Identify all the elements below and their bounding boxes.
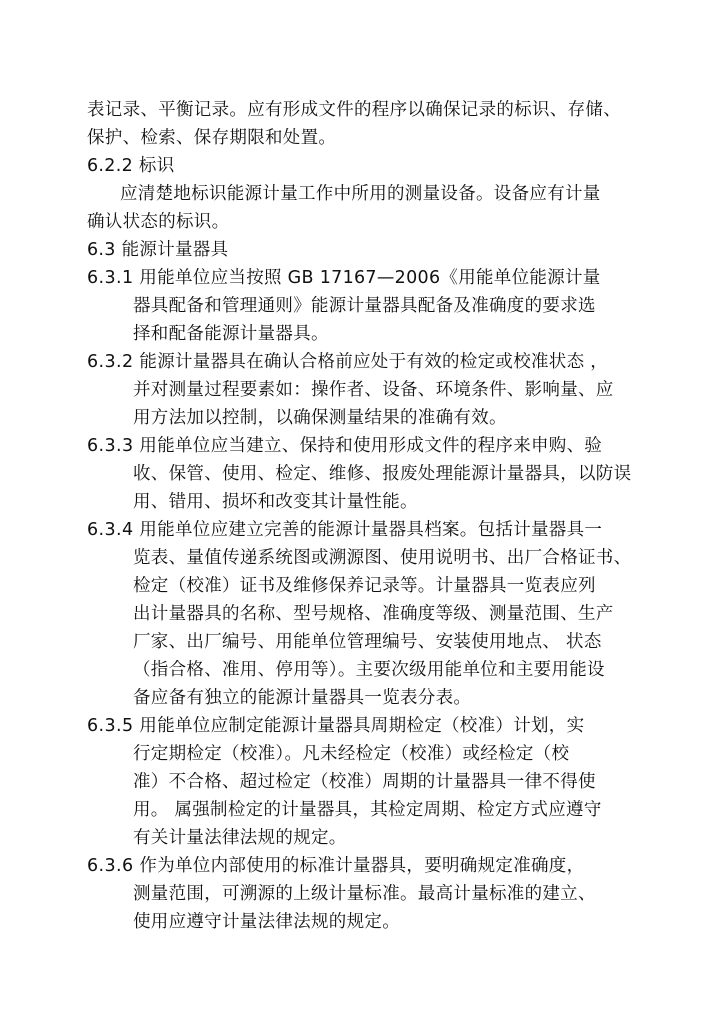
clause-6-3-3-line-2: 收、保管、使用、检定、维修、报废处理能源计量器具，以防误 — [133, 464, 632, 484]
clause-6-3-5-line-3: 准）不合格、超过检定（校准）周期的计量器具一律不得使 — [133, 772, 596, 792]
clause-text: 用能单位应建立完善的能源计量器具档案。包括计量器具一 — [139, 520, 603, 540]
clause-6-3-2 — [87, 348, 647, 376]
clause-6-3-4-line-7: 备应备有独立的能源计量器具一览表分表。 — [133, 688, 472, 708]
intro-line-1: 表记录、平衡记录。应有形成文件的程序以确保记录的标识、存储、 — [87, 100, 621, 120]
clause-6-3-2-line-2: 并对测量过程要素如：操作者、设备、环境条件、影响量、应 — [133, 380, 614, 400]
clause-6-3-4-line-4: 出计量器具的名称、型号规格、准确度等级、测量范围、生产 — [133, 604, 614, 624]
clause-6-3-5-line-2: 行定期检定（校准）。凡未经检定（校准）或经检定（校 — [133, 744, 570, 764]
clause-6-3-1 — [87, 264, 647, 292]
clause-6-3-4-line-3: 检定（校准）证书及维修保养记录等。计量器具一览表应列 — [133, 576, 596, 596]
clause-number: 6.3.5 — [87, 716, 134, 736]
clause-6-3-2-line-3: 用方法加以控制，以确保测量结果的准确有效。 — [133, 408, 507, 428]
clause-6-3-6-line-2: 测量范围，可溯源的上级计量标准。最高计量标准的建立、 — [133, 884, 596, 904]
clause-number: 6.3.3 — [87, 436, 134, 456]
clause-number: 6.3.2 — [87, 352, 134, 372]
clause-6-3-1-line-2: 器具配备和管理通则》能源计量器具配备及准确度的要求选 — [133, 296, 596, 316]
clause-6-3-3 — [87, 432, 647, 460]
clause-6-3-4-line-5: 厂家、出厂编号、用能单位管理编号、安装使用地点、 状态 — [133, 632, 602, 652]
clause-6-3-6 — [87, 852, 647, 880]
clause-text: 作为单位内部使用的标准计量器具，要明确规定准确度， — [139, 856, 585, 876]
clause-6-3-5 — [87, 712, 647, 740]
clause-6-3-4 — [87, 516, 647, 544]
clause-6-3-4-line-2: 览表、量值传递系统图或溯源图、使用说明书、出厂合格证书、 — [133, 548, 632, 568]
intro-line-2: 保护、检索、保存期限和处置。 — [87, 128, 337, 148]
clause-6-3-6-line-3: 使用应遵守计量法律法规的规定。 — [133, 912, 400, 932]
clause-text: 用能单位应制定能源计量器具周期检定（校准）计划，实 — [139, 716, 585, 736]
document-body — [87, 96, 647, 936]
clause-number: 6.3.6 — [87, 856, 134, 876]
clause-text: 用能单位应当建立、保持和使用形成文件的程序来申购、验 — [139, 436, 603, 456]
clause-6-3-5-line-4: 用。 属强制检定的计量器具，其检定周期、检定方式应遵守 — [133, 800, 602, 820]
clause-6-3-1-line-3: 择和配备能源计量器具。 — [133, 324, 329, 344]
clause-text: 能源计量器具在确认合格前应处于有效的检定或校准状态 ， — [139, 352, 609, 372]
section-6-2-2-line-2: 确认状态的标识。 — [87, 212, 230, 232]
clause-6-3-3-line-3: 用、错用、损坏和改变其计量性能。 — [133, 492, 418, 512]
section-6-2-2-line-1: 应清楚地标识能源计量工作中所用的测量设备。设备应有计量 — [120, 184, 601, 204]
section-heading-6-3: 6.3 能源计量器具 — [87, 240, 229, 260]
clause-6-3-5-line-5: 有关计量法律法规的规定。 — [133, 828, 347, 848]
clause-number: 6.3.1 — [87, 268, 134, 288]
clause-number: 6.3.4 — [87, 520, 134, 540]
section-heading-6-2-2: 6.2.2 标识 — [87, 156, 175, 176]
clause-text: 用能单位应当按照 GB 17167—2006《用能单位能源计量 — [139, 268, 601, 288]
clause-6-3-4-line-6: （指合格、准用、停用等）。主要次级用能单位和主要用能设 — [133, 660, 605, 680]
